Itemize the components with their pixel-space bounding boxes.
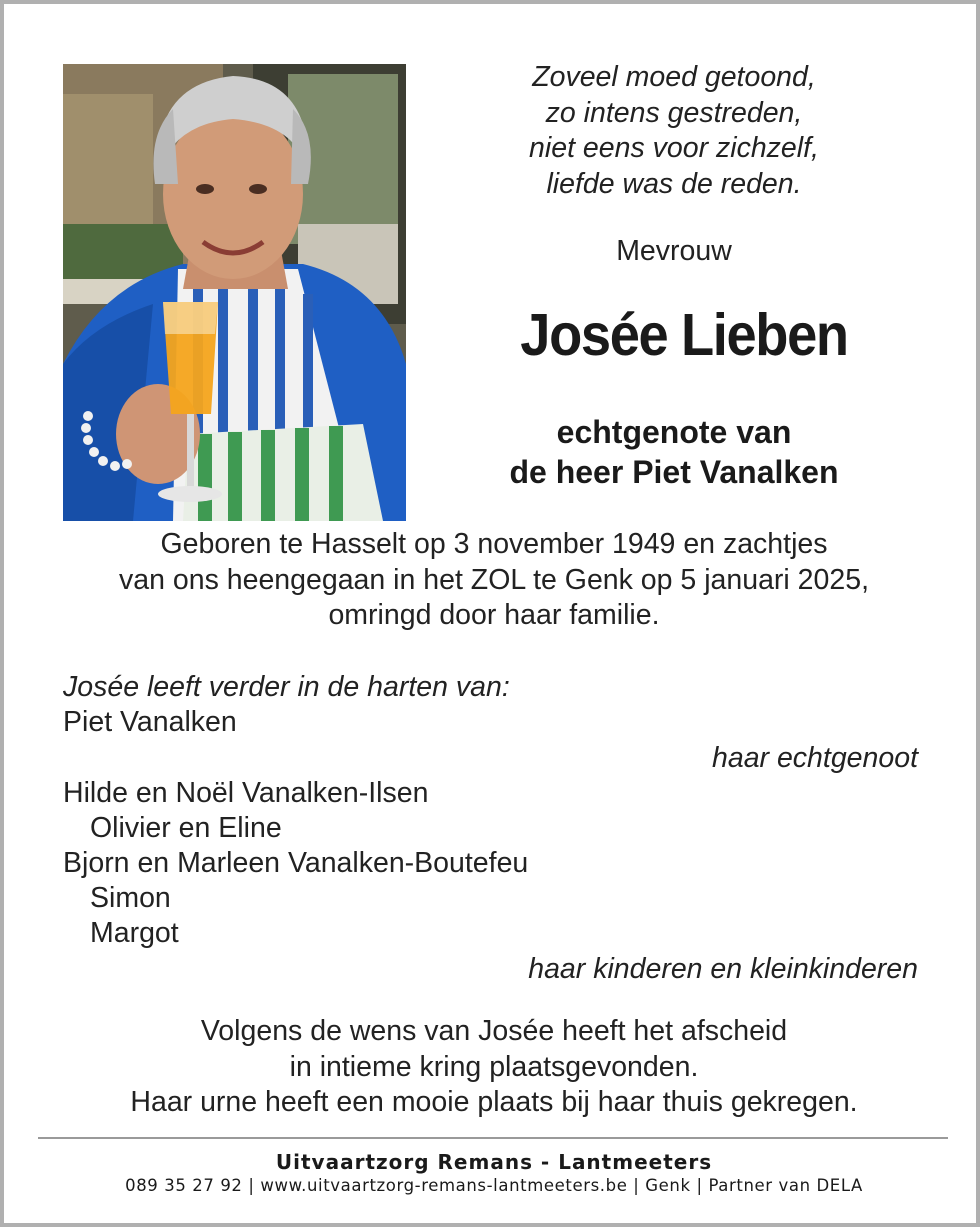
- spouse-line: de heer Piet Vanalken: [509, 454, 839, 490]
- memorial-verse: [444, 60, 904, 202]
- notice-line: van ons heengegaan in het ZOL te Genk op 5 januari 2025,: [119, 563, 869, 596]
- birth-death-notice: [24, 527, 964, 634]
- notice-line: Geboren te Hasselt op 3 november 1949 en zachtjes: [160, 528, 828, 560]
- verse-line: liefde was de reden.: [546, 167, 802, 200]
- family-member: Simon: [90, 882, 171, 914]
- verse-line: zo intens gestreden,: [545, 96, 803, 129]
- verse-line: niet eens voor zichzelf,: [529, 132, 819, 164]
- deceased-name: Josée Lieben: [520, 302, 848, 368]
- children-relation: haar kinderen en kleinkinderen: [528, 953, 918, 985]
- spouse-relation: haar echtgenoot: [712, 742, 918, 774]
- family-intro: Josée leeft verder in de harten van:: [63, 671, 510, 703]
- family-member: Margot: [90, 917, 179, 949]
- verse-line: Zoveel moed getoond,: [532, 61, 816, 93]
- closing-message: [24, 1014, 964, 1121]
- family-member: Olivier en Eline: [90, 812, 282, 844]
- honorific: Mevrouw: [616, 235, 732, 267]
- portrait-illustration: [63, 64, 406, 521]
- spouse-line: echtgenote van: [556, 414, 792, 450]
- portrait-photo: [63, 64, 406, 521]
- family-member-spouse: Piet Vanalken: [63, 706, 237, 738]
- closing-line: Haar urne heeft een mooie plaats bij haar thuis gekregen.: [130, 1086, 858, 1118]
- family-member: Hilde en Noël Vanalken-Ilsen: [63, 777, 429, 809]
- footer-divider: [38, 1137, 948, 1139]
- funeral-home-contact: 089 35 27 92 | www.uitvaartzorg-remans-lantmeeters.be | Genk | Partner van DELA: [125, 1176, 863, 1195]
- closing-line: Volgens de wens van Josée heeft het afscheid: [200, 1015, 788, 1047]
- spouse-mention: [444, 412, 904, 492]
- funeral-home-name: Uitvaartzorg Remans - Lantmeeters: [275, 1150, 713, 1174]
- closing-line: in intieme kring plaatsgevonden.: [289, 1050, 699, 1083]
- family-member: Bjorn en Marleen Vanalken-Boutefeu: [63, 847, 529, 879]
- notice-line: omringd door haar familie.: [328, 599, 660, 631]
